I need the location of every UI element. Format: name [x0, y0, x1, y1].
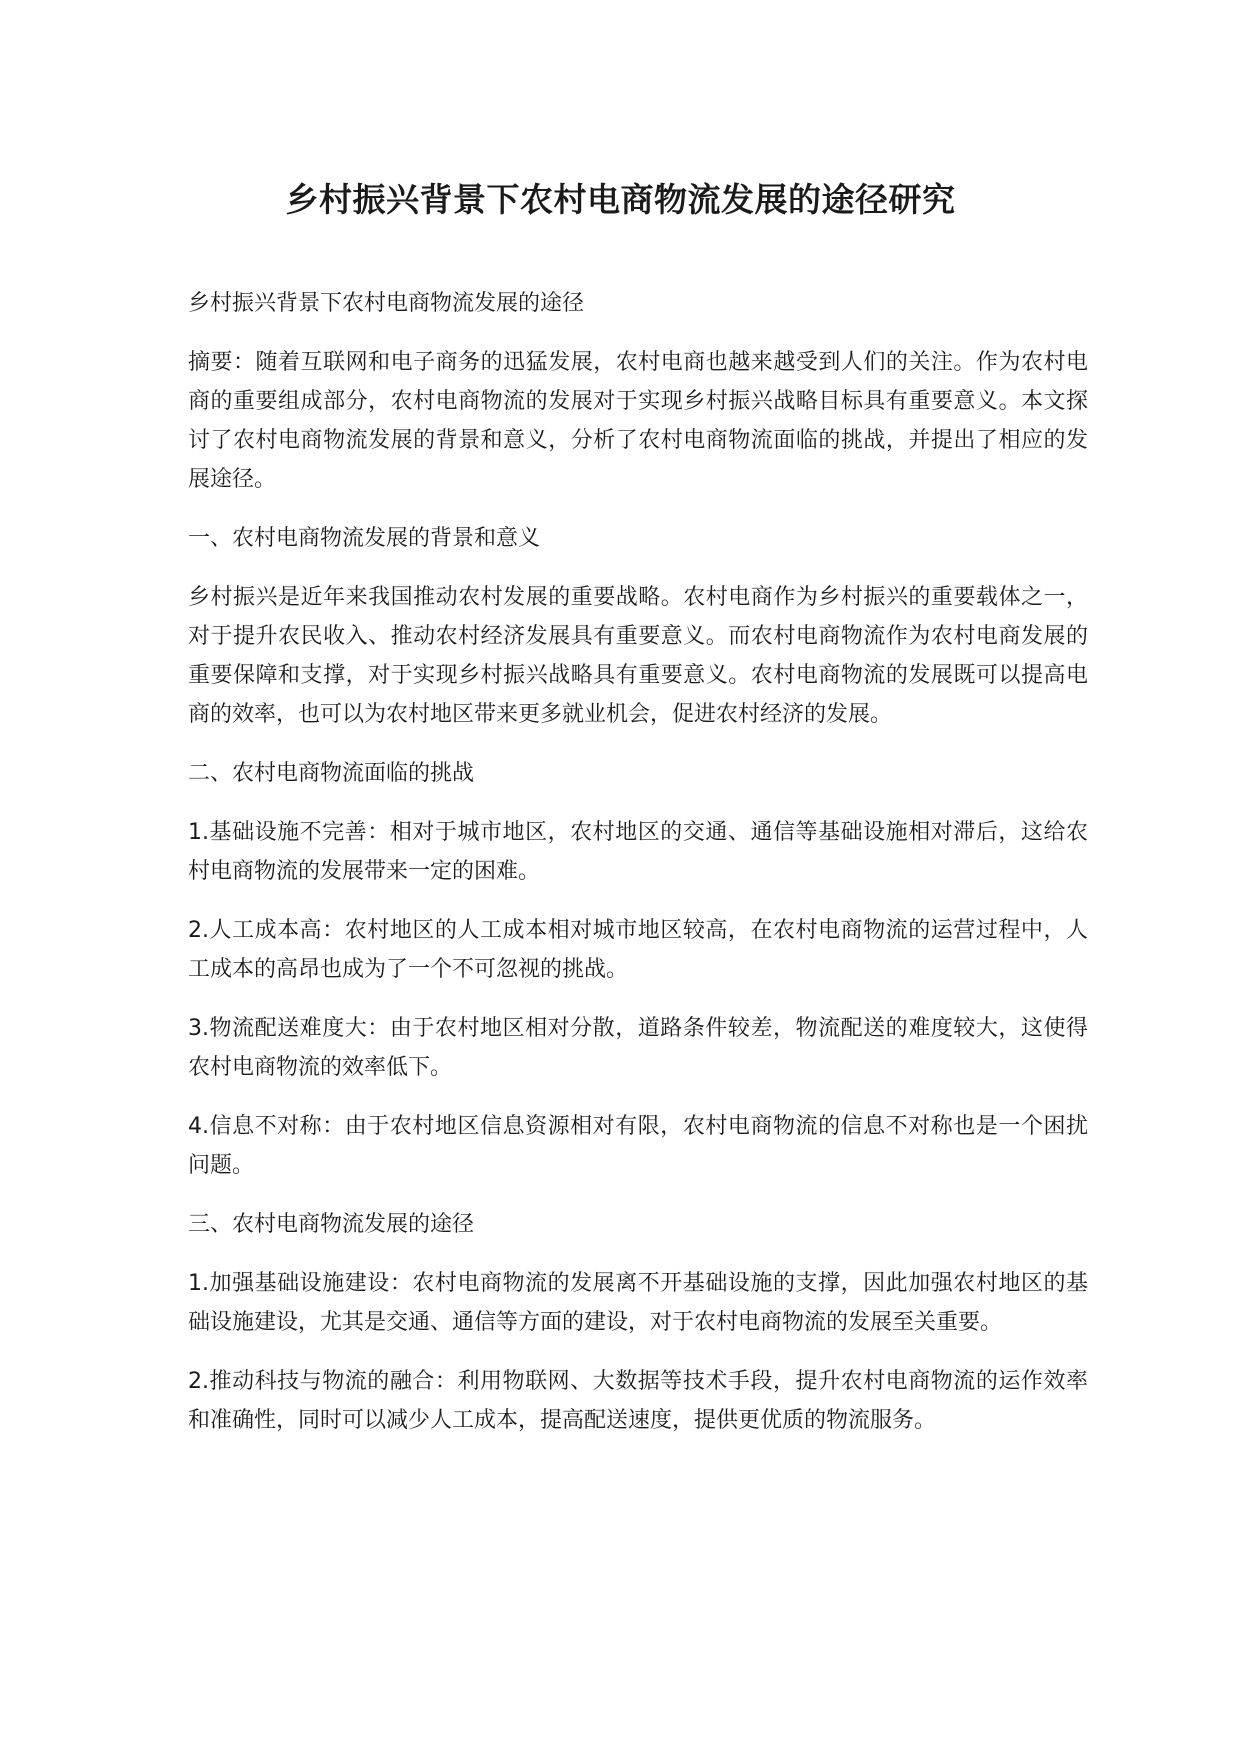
section-heading-challenges: 二、农村电商物流面临的挑战	[188, 761, 475, 786]
document-title: 乡村振兴背景下农村电商物流发展的途径研究	[285, 180, 956, 219]
challenge-item: 2.人工成本高：农村地区的人工成本相对城市地区较高，在农村电商物流的运营过程中，人工成本的高昂也成为了一个不可忽视的挑战。	[188, 918, 1088, 982]
section-heading-approaches: 三、农村电商物流发展的途径	[188, 1212, 475, 1237]
challenge-item: 3.物流配送难度大：由于农村地区相对分散，道路条件较差，物流配送的难度较大，这使得农村电商物流的效率低下。	[188, 1016, 1088, 1080]
section-paragraph-background: 乡村振兴是近年来我国推动农村发展的重要战略。农村电商作为乡村振兴的重要载体之一，对于提升农民收入、推动农村经济发展具有重要意义。而农村电商物流作为农村电商发展的重要保障和支撑，对于实现乡村振兴战略具有重要意义。农村电商物流的发展既可以提高电商的效率，也可以为农村地区带来更多就业机会，促进农村经济的发展。	[188, 585, 1088, 727]
challenge-item: 4.信息不对称：由于农村地区信息资源相对有限，农村电商物流的信息不对称也是一个困扰问题。	[188, 1114, 1088, 1178]
abstract-paragraph: 摘要：随着互联网和电子商务的迅猛发展，农村电商也越来越受到人们的关注。作为农村电商的重要组成部分，农村电商物流的发展对于实现乡村振兴战略目标具有重要意义。本文探讨了农村电商物流发展的背景和意义，分析了农村电商物流面临的挑战，并提出了相应的发展途径。	[188, 350, 1088, 492]
document-body	[188, 284, 1088, 1460]
approach-item: 2.推动科技与物流的融合：利用物联网、大数据等技术手段，提升农村电商物流的运作效率和准确性，同时可以减少人工成本，提高配送速度，提供更优质的物流服务。	[188, 1369, 1088, 1433]
section-heading-background: 一、农村电商物流发展的背景和意义	[188, 526, 541, 551]
approach-item: 1.加强基础设施建设：农村电商物流的发展离不开基础设施的支撑，因此加强农村地区的基础设施建设，尤其是交通、通信等方面的建设，对于农村电商物流的发展至关重要。	[188, 1271, 1088, 1335]
challenge-item: 1.基础设施不完善：相对于城市地区，农村地区的交通、通信等基础设施相对滞后，这给农村电商物流的发展带来一定的困难。	[188, 820, 1088, 884]
document-subtitle: 乡村振兴背景下农村电商物流发展的途径	[188, 291, 585, 316]
